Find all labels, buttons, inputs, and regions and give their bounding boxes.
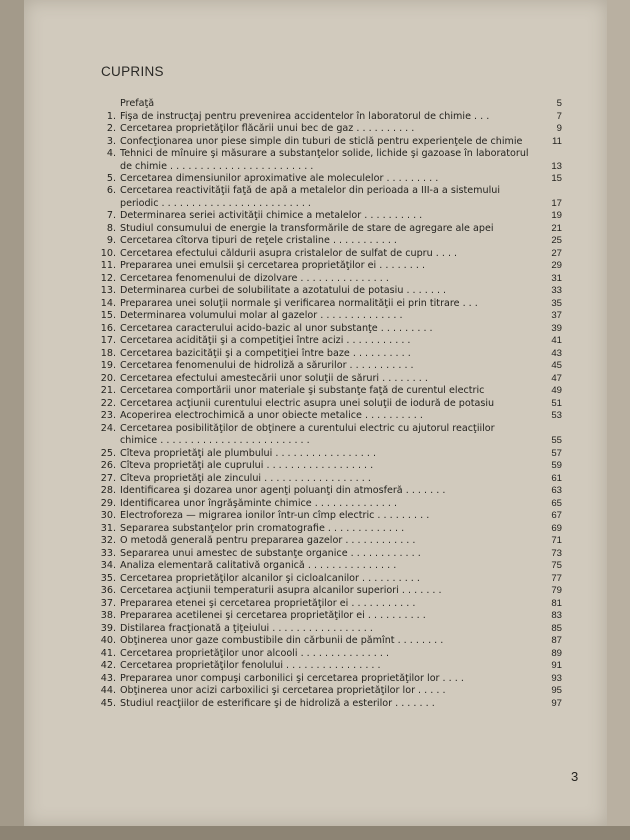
toc-entry-title: Separarea substanţelor prin cromatografie . . . . . . . . . . . . . xyxy=(120,522,405,534)
toc-entry-title: Studiul reacţiilor de esterificare şi de hidroliză a esterilor . . . . . . . xyxy=(120,697,435,709)
toc-entry xyxy=(96,523,562,536)
toc-entry-title: Prefaţă xyxy=(120,98,155,109)
toc-entry-title: Tehnici de mînuire şi măsurare a substanţelor solide, lichide şi gazoase în laboratorul xyxy=(120,148,529,159)
toc-entry-title: Cercetarea efectului căldurii asupra cristalelor de sulfat de cupru . . . . xyxy=(120,247,458,259)
toc-entry-title: Cercetarea acidităţii şi a competiţiei între acizi . . . . . . . . . . . xyxy=(120,335,411,347)
toc-entry xyxy=(96,185,562,198)
toc-entry-title: Studiul consumului de energie la transformările de stare de agregare ale apei xyxy=(120,222,494,234)
toc-entry xyxy=(96,360,562,373)
toc-entry-title: Analiza elementară calitativă organică . . . . . . . . . . . . . . . xyxy=(120,560,397,572)
toc-entry-number: 30. xyxy=(100,510,116,522)
toc-entry xyxy=(96,610,562,623)
toc-entry-title: Cercetarea dimensiunilor aproximative ale moleculelor . . . . . . . . . xyxy=(120,172,439,184)
toc-entry-page: 95 xyxy=(551,685,562,697)
toc-entry-page: 17 xyxy=(551,197,562,209)
toc-entry xyxy=(96,423,562,436)
toc-entry xyxy=(96,148,562,161)
toc-entry xyxy=(96,248,562,261)
toc-entry xyxy=(96,548,562,561)
toc-entry-title: Prepararea unei soluţii normale şi verificarea normalităţii ei prin titrare . . . xyxy=(120,297,478,309)
toc-entry-number: 33. xyxy=(100,547,116,559)
toc-entry-title: Prepararea etenei şi cercetarea proprietăţilor ei . . . . . . . . . . . xyxy=(120,597,416,609)
toc-entry-title: Cercetarea efectului amestecării unor soluţii de săruri . . . . . . . . xyxy=(120,372,428,384)
toc-entry-number: 27. xyxy=(100,472,116,484)
toc-entry xyxy=(96,573,562,586)
toc-entry-title: Cercetarea comportării unor materiale şi substanţe faţă de curentul electric xyxy=(120,385,485,397)
toc-entry-title: chimice . . . . . . . . . . . . . . . . . . . . . . . . . xyxy=(120,435,310,447)
toc-entry xyxy=(96,560,562,573)
toc-entry-number: 39. xyxy=(100,622,116,634)
toc-entry xyxy=(96,98,562,111)
toc-entry-page: 85 xyxy=(551,622,562,634)
book-spine-shadow xyxy=(0,0,24,840)
toc-entry-number: 19. xyxy=(100,360,116,372)
toc-entry-title: Cercetarea proprietăţilor flăcării unui bec de gaz . . . . . . . . . . xyxy=(120,123,415,134)
toc-entry-page: 81 xyxy=(551,597,562,609)
toc-entry-page: 79 xyxy=(551,585,562,597)
toc-entry xyxy=(96,385,562,398)
toc-entry-page: 53 xyxy=(551,410,562,422)
toc-entry-title: Prepararea unei emulsii şi cercetarea proprietăţilor ei . . . . . . . . xyxy=(120,260,426,272)
toc-entry-page: 47 xyxy=(551,372,562,384)
toc-entry-title: Cercetarea caracterului acido-bazic al unor substanţe . . . . . . . . . xyxy=(120,322,433,334)
toc-entry-title: Identificarea unor îngrăşăminte chimice . . . . . . . . . . . . . . xyxy=(120,497,398,509)
toc-entry xyxy=(96,673,562,686)
toc-entry-number: 40. xyxy=(100,635,116,647)
toc-entry-number: 16. xyxy=(100,322,116,334)
toc-entry-title: Identificarea şi dozarea unor agenţi poluanţi din atmosferă . . . . . . . xyxy=(120,485,446,497)
toc-entry-number: 5. xyxy=(106,172,116,184)
toc-entry-number: 26. xyxy=(100,460,116,472)
toc-entry xyxy=(96,535,562,548)
toc-entry-number: 18. xyxy=(100,347,116,359)
toc-entry xyxy=(96,235,562,248)
toc-entry-page: 75 xyxy=(551,560,562,572)
toc-entry-title: Cercetarea cîtorva tipuri de reţele cristaline . . . . . . . . . . . xyxy=(120,235,397,247)
toc-entry-number: 13. xyxy=(100,285,116,297)
toc-entry-number: 42. xyxy=(100,660,116,672)
toc-entry-page: 29 xyxy=(551,260,562,272)
toc-entry-number: 36. xyxy=(100,585,116,597)
toc-entry-page: 25 xyxy=(551,235,562,247)
toc-entry xyxy=(96,273,562,286)
toc-entry xyxy=(96,460,562,473)
toc-entry-page: 63 xyxy=(551,485,562,497)
toc-entry-title: Obţinerea unor acizi carboxilici şi cercetarea proprietăţilor lor . . . . . xyxy=(120,685,446,697)
toc-entry-number: 31. xyxy=(100,522,116,534)
toc-entry xyxy=(96,398,562,411)
toc-entry xyxy=(96,623,562,636)
toc-entry-title: Determinarea curbei de solubilitate a azotatului de potasiu . . . . . . . xyxy=(120,285,447,297)
toc-entry-number: 1. xyxy=(106,110,116,122)
toc-entry xyxy=(96,348,562,361)
toc-entry-number: 4. xyxy=(106,148,116,159)
toc-entry-title: Cercetarea reactivităţii faţă de apă a metalelor din perioada a III-a a sistemului xyxy=(120,185,501,197)
toc-entry-number: 15. xyxy=(100,310,116,322)
toc-entry-title: Cercetarea proprietăţilor unor alcooli . . . . . . . . . . . . . . . xyxy=(120,647,390,659)
toc-entry-page: 33 xyxy=(551,285,562,297)
toc-entry-number: 6. xyxy=(106,185,116,197)
toc-entry-title: Cîteva proprietăţi ale zincului . . . . . . . . . . . . . . . . . . xyxy=(120,472,371,484)
page-number: 3 xyxy=(571,769,579,784)
toc-entry-number: 3. xyxy=(106,135,116,147)
toc-entry-title: Determinarea volumului molar al gazelor . . . . . . . . . . . . . . xyxy=(120,310,403,322)
toc-entry-page: 27 xyxy=(551,247,562,259)
toc-entry-title: Cercetarea posibilităţilor de obţinere a curentului electric cu ajutorul reacţiilor xyxy=(120,422,495,434)
toc-entry xyxy=(96,161,562,173)
toc-entry-title: Cercetarea acţiunii curentului electric asupra unei soluţii de iodură de potasiu xyxy=(120,397,495,409)
toc-entry-number: 17. xyxy=(100,335,116,347)
toc-entry-page: 67 xyxy=(551,510,562,522)
toc-entry xyxy=(96,260,562,273)
page-bottom-edge xyxy=(0,826,630,840)
toc-entry-title: Distilarea fracţionată a ţiţeiului . . . . . . . . . . . . . . . . . xyxy=(120,622,373,634)
toc-entry-number: 35. xyxy=(100,572,116,584)
toc-entry xyxy=(96,373,562,386)
toc-entry-page: 71 xyxy=(551,535,562,547)
toc-entry-number: 28. xyxy=(100,485,116,497)
toc-entry xyxy=(96,173,562,186)
toc-entry-page: 35 xyxy=(551,297,562,309)
toc-entry xyxy=(96,448,562,461)
toc-entry xyxy=(96,585,562,598)
toc-entry-number: 32. xyxy=(100,535,116,547)
toc-entry-number: 7. xyxy=(106,210,116,222)
toc-entry-page: 39 xyxy=(551,322,562,334)
toc-entry-page: 83 xyxy=(551,610,562,622)
toc-entry-page: 61 xyxy=(551,472,562,484)
toc-entry-number: 38. xyxy=(100,610,116,622)
toc-entry-title: Electroforeza — migrarea ionilor într-un cîmp electric . . . . . . . . . xyxy=(120,510,430,522)
toc-entry-number: 9. xyxy=(106,235,116,247)
toc-entry xyxy=(96,498,562,511)
toc-entry-number: 44. xyxy=(100,685,116,697)
toc-entry-number: 10. xyxy=(100,247,116,259)
toc-entry xyxy=(96,323,562,336)
toc-entry xyxy=(96,123,562,136)
toc-entry xyxy=(96,335,562,348)
toc-entry-number: 2. xyxy=(106,123,116,134)
toc-entry-title: Prepararea acetilenei şi cercetarea proprietăţilor ei . . . . . . . . . . xyxy=(120,610,426,622)
toc-entry-number: 37. xyxy=(100,597,116,609)
toc-entry xyxy=(96,198,562,210)
toc-entry-page: 59 xyxy=(551,460,562,472)
toc-entry xyxy=(96,435,562,447)
toc-entry-number: 24. xyxy=(100,422,116,434)
toc-entry-page: 15 xyxy=(551,172,562,184)
toc-entry-page: 11 xyxy=(552,135,562,147)
toc-entry-title: Cercetarea acţiunii temperaturii asupra alcanilor superiori . . . . . . . xyxy=(120,585,442,597)
toc-entry xyxy=(96,648,562,661)
toc-entry xyxy=(96,660,562,673)
toc-entry-number: 25. xyxy=(100,447,116,459)
toc-entry-page: 65 xyxy=(551,497,562,509)
toc-entry xyxy=(96,136,562,149)
toc-entry-title: Acoperirea electrochimică a unor obiecte metalice . . . . . . . . . . xyxy=(120,410,423,422)
toc-entry xyxy=(96,298,562,311)
toc-entry-page: 5 xyxy=(556,98,562,109)
toc-entry-number: 21. xyxy=(100,385,116,397)
toc-entry-page: 87 xyxy=(551,635,562,647)
toc-entry-number: 41. xyxy=(100,647,116,659)
toc-entry xyxy=(96,685,562,698)
toc-entry-number: 34. xyxy=(100,560,116,572)
toc-entry-number: 45. xyxy=(100,697,116,709)
toc-entry-page: 91 xyxy=(551,660,562,672)
table-of-contents xyxy=(96,98,562,710)
toc-entry-title: Confecţionarea unor piese simple din tuburi de sticlă pentru experienţele de chimie xyxy=(120,135,523,147)
toc-entry-number: 20. xyxy=(100,372,116,384)
toc-entry-page: 89 xyxy=(551,647,562,659)
toc-entry-page: 55 xyxy=(551,435,562,447)
toc-entry-page: 73 xyxy=(551,547,562,559)
toc-entry-number: 12. xyxy=(100,272,116,284)
toc-entry-title: Fişa de instrucţaj pentru prevenirea accidentelor în laboratorul de chimie . . . xyxy=(120,110,490,122)
toc-entry-page: 51 xyxy=(551,397,562,409)
toc-entry xyxy=(96,510,562,523)
toc-entry xyxy=(96,310,562,323)
toc-entry-title: Prepararea unor compuşi carbonilici şi cercetarea proprietăţilor lor . . . . xyxy=(120,672,464,684)
toc-entry-title: Cîteva proprietăţi ale plumbului . . . . . . . . . . . . . . . . . xyxy=(120,447,376,459)
toc-entry-page: 37 xyxy=(551,310,562,322)
toc-entry-number: 29. xyxy=(100,497,116,509)
toc-entry-title: Cercetarea fenomenului de dizolvare . . . . . . . . . . . . . . . xyxy=(120,272,389,284)
toc-entry-page: 31 xyxy=(551,272,562,284)
toc-entry-number: 14. xyxy=(100,297,116,309)
toc-entry-page: 19 xyxy=(551,210,562,222)
toc-entry-number: 23. xyxy=(100,410,116,422)
toc-entry-title: Cercetarea bazicităţii şi a competiţiei între baze . . . . . . . . . . xyxy=(120,347,411,359)
toc-entry-page: 43 xyxy=(551,347,562,359)
toc-entry xyxy=(96,598,562,611)
toc-entry xyxy=(96,285,562,298)
page-title: CUPRINS xyxy=(101,64,164,79)
toc-entry-number: 8. xyxy=(106,222,116,234)
toc-entry xyxy=(96,111,562,124)
toc-entry-number: 11. xyxy=(100,260,116,272)
toc-entry-page: 41 xyxy=(551,335,562,347)
toc-entry-page: 97 xyxy=(551,697,562,709)
toc-entry-title: Cercetarea fenomenului de hidroliză a sărurilor . . . . . . . . . . . xyxy=(120,360,414,372)
toc-entry-page: 13 xyxy=(551,160,562,172)
toc-entry xyxy=(96,473,562,486)
toc-entry-page: 77 xyxy=(551,572,562,584)
toc-entry-page: 9 xyxy=(556,123,562,134)
toc-entry-page: 93 xyxy=(551,672,562,684)
toc-entry xyxy=(96,223,562,236)
toc-entry xyxy=(96,485,562,498)
toc-entry-title: O metodă generală pentru prepararea gazelor . . . . . . . . . . . . xyxy=(120,535,416,547)
toc-entry-page: 69 xyxy=(551,522,562,534)
toc-entry-title: Obţinerea unor gaze combustibile din cărbunii de pămînt . . . . . . . . xyxy=(120,635,444,647)
toc-entry xyxy=(96,698,562,711)
toc-entry-number: 43. xyxy=(100,672,116,684)
toc-entry xyxy=(96,210,562,223)
toc-entry-number: 22. xyxy=(100,397,116,409)
toc-entry-title: periodic . . . . . . . . . . . . . . . . . . . . . . . . . xyxy=(120,197,311,209)
toc-entry-page: 21 xyxy=(551,222,562,234)
toc-entry-title: de chimie . . . . . . . . . . . . . . . . . . . . . . . . xyxy=(120,160,314,172)
toc-entry xyxy=(96,410,562,423)
toc-entry-title: Cercetarea proprietăţilor alcanilor şi cicloalcanilor . . . . . . . . . . xyxy=(120,572,420,584)
toc-entry xyxy=(96,635,562,648)
toc-entry-title: Determinarea seriei activităţii chimice a metalelor . . . . . . . . . . xyxy=(120,210,423,222)
toc-entry-page: 49 xyxy=(551,385,562,397)
toc-entry-page: 45 xyxy=(551,360,562,372)
toc-entry-title: Cercetarea proprietăţilor fenolului . . . . . . . . . . . . . . . . xyxy=(120,660,381,672)
toc-entry-title: Cîteva proprietăţi ale cuprului . . . . . . . . . . . . . . . . . . xyxy=(120,460,374,472)
toc-entry-page: 7 xyxy=(556,110,562,122)
toc-entry-page: 57 xyxy=(551,447,562,459)
toc-entry-title: Separarea unui amestec de substanţe organice . . . . . . . . . . . . xyxy=(120,547,421,559)
